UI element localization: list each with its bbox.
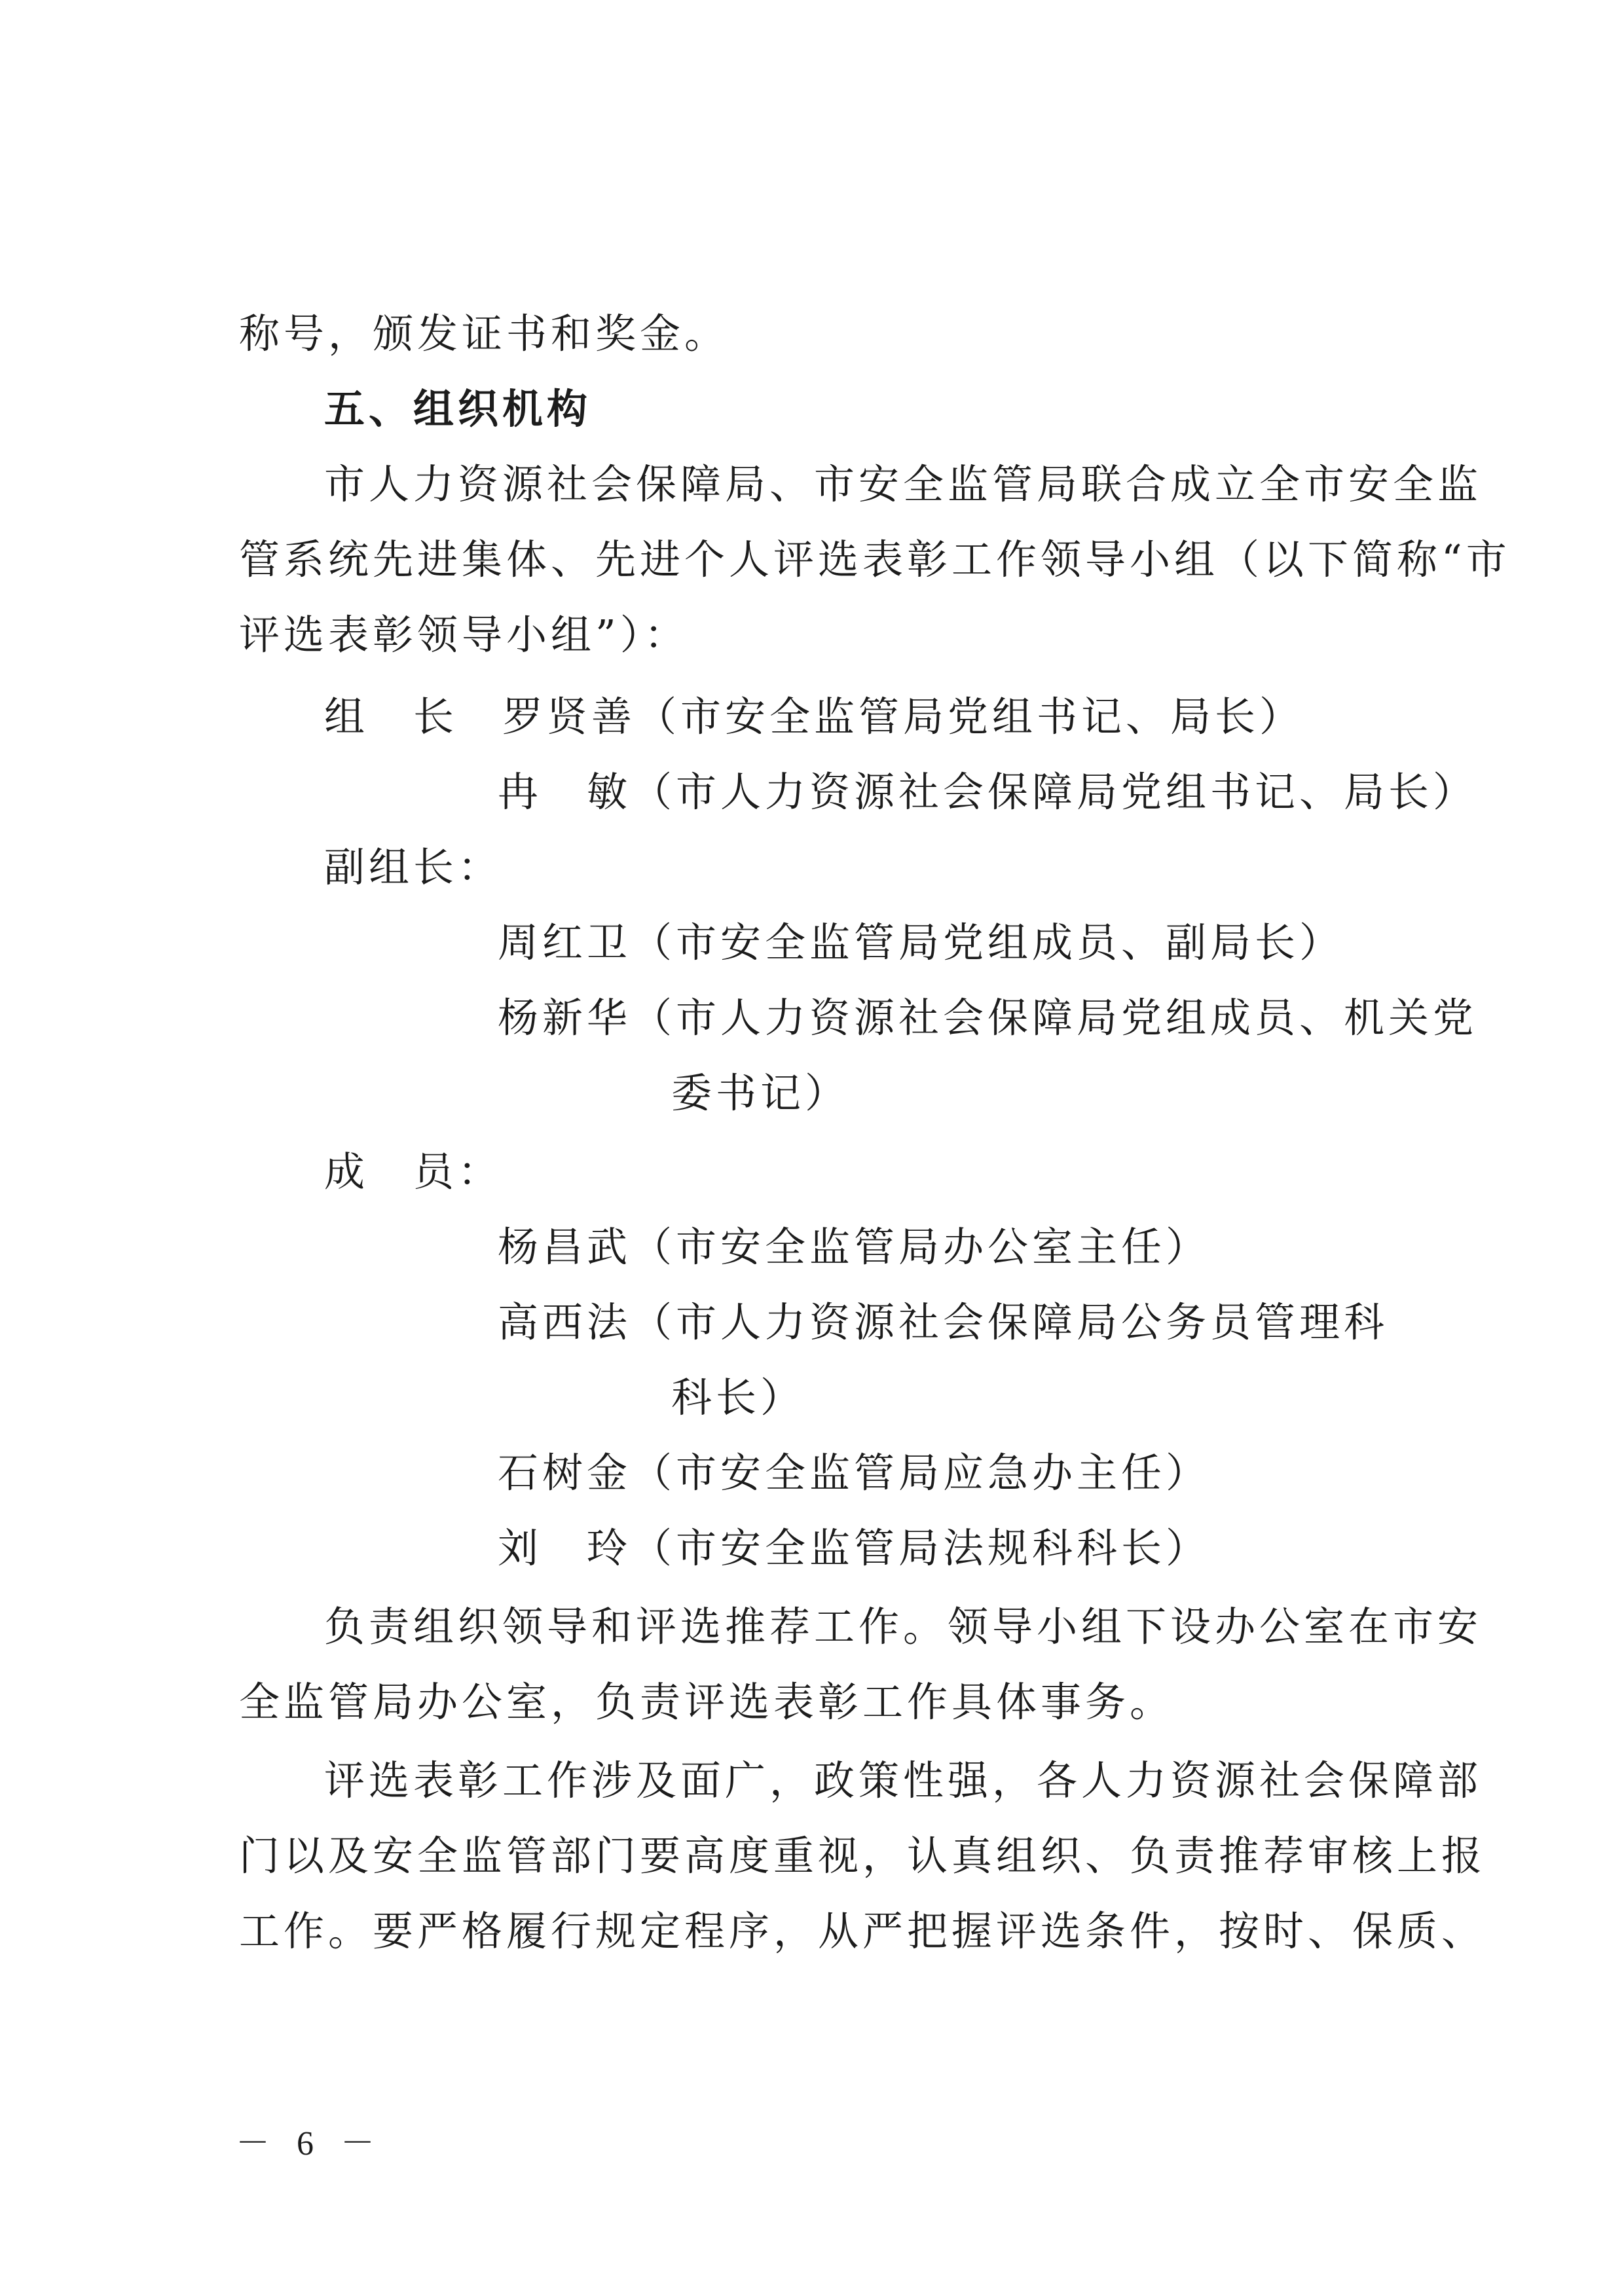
group-leader-line-2: 冉 敏（市人力资源社会保障局党组书记、局长） [498,768,1478,816]
members-label: 成 员： [324,1148,503,1195]
body-line-4: 管系统先进集体、先进个人评选表彰工作领导小组（以下简称“市 [239,536,1511,583]
body-line-1: 称号，颁发证书和奖金。 [239,310,729,357]
member-line-2: 高西法（市人力资源社会保障局公务员管理科 [498,1298,1389,1346]
deputy-leader-label: 副组长： [324,843,503,891]
member-line-1: 杨昌武（市安全监管局办公室主任） [498,1223,1211,1271]
page-number: － 6 － [236,2125,384,2162]
deputy-leader-line-2-cont: 委书记） [671,1069,850,1117]
group-leader-line-1: 组 长 罗贤善（市安全监管局党组书记、局长） [324,693,1304,740]
body-line-3: 市人力资源社会保障局、市安全监管局联合成立全市安全监 [324,460,1483,508]
member-line-2-cont: 科长） [671,1374,805,1421]
member-line-4: 刘 玲（市安全监管局法规科科长） [498,1524,1211,1572]
body-line-19: 全监管局办公室，负责评选表彰工作具体事务。 [239,1678,1175,1726]
body-line-18: 负责组织领导和评选推荐工作。领导小组下设办公室在市安 [324,1603,1483,1650]
section-heading: 五、组织机构 [324,385,592,433]
body-line-22: 工作。要严格履行规定程序，从严把握评选条件，按时、保质、 [239,1907,1486,1955]
body-line-5: 评选表彰领导小组”）： [239,611,689,659]
deputy-leader-line-1: 周红卫（市安全监管局党组成员、副局长） [498,919,1344,966]
body-line-20: 评选表彰工作涉及面广，政策性强，各人力资源社会保障部 [324,1757,1483,1804]
member-line-3: 石树金（市安全监管局应急办主任） [498,1449,1211,1497]
deputy-leader-line-2: 杨新华（市人力资源社会保障局党组成员、机关党 [498,994,1478,1042]
body-line-21: 门以及安全监管部门要高度重视，认真组织、负责推荐审核上报 [239,1832,1486,1880]
